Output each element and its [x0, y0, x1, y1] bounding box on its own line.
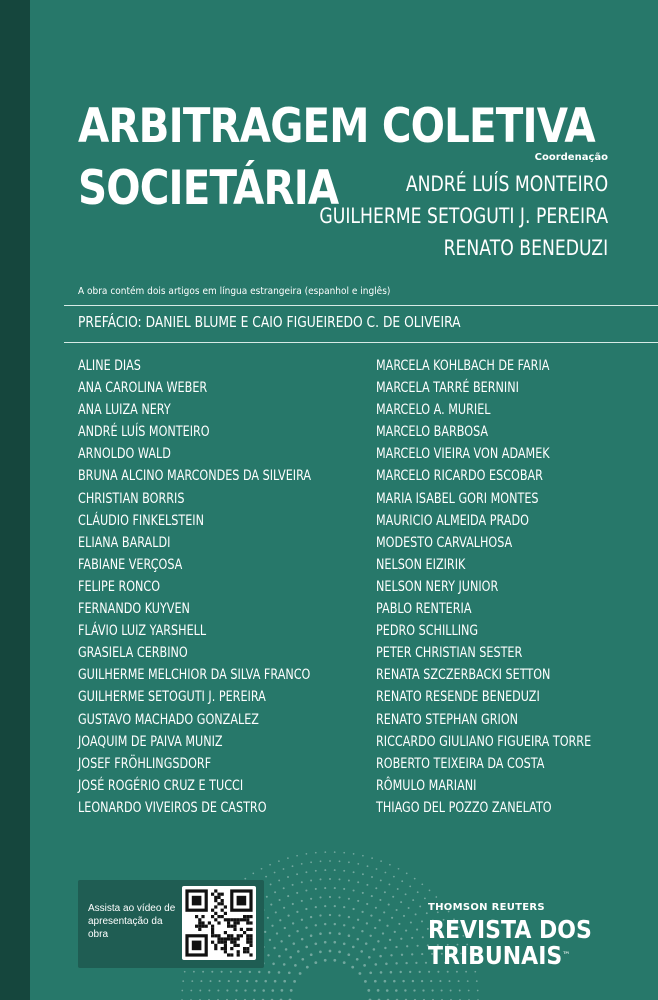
author-name: MARCELO BARBOSA: [376, 424, 489, 441]
publisher-name-line-2: [428, 943, 586, 969]
author-name: ALINE DIAS: [78, 358, 141, 374]
trademark-symbol: ™: [562, 951, 571, 961]
author-name: LEONARDO VIVEIROS DE CASTRO: [78, 799, 267, 816]
author-name: ANA LUIZA NERY: [78, 402, 171, 419]
title-line-2: SOCIETÁRIA: [78, 161, 339, 216]
qr-caption: Assista ao vídeo de apresentação da obra: [88, 903, 176, 940]
author-name: NELSON NERY JUNIOR: [376, 578, 499, 595]
author-name: ANA CAROLINA WEBER: [78, 380, 208, 397]
coordinators-list: [319, 168, 608, 264]
qr-video-panel[interactable]: [78, 880, 264, 968]
author-name: NELSON EIZIRIK: [376, 556, 466, 573]
author-name: RENATO RESENDE BENEDUZI: [376, 689, 540, 706]
preface-line: PREFÁCIO: DANIEL BLUME E CAIO FIGUEIREDO C. DE OLIVEIRA: [78, 313, 461, 331]
divider-top: [64, 305, 658, 306]
author-name: GUILHERME SETOGUTI J. PEREIRA: [78, 689, 266, 706]
author-name: JOSEF FRÖHLINGSDORF: [78, 755, 212, 772]
author-name: JOAQUIM DE PAIVA MUNIZ: [78, 733, 223, 750]
title-line-1: ARBITRAGEM COLETIVA: [78, 99, 595, 154]
author-name: MARCELA KOHLBACH DE FARIA: [376, 358, 550, 374]
publisher-name: [428, 915, 592, 970]
publisher-name-line-2-text: TRIBUNAIS: [428, 941, 563, 970]
author-name: CHRISTIAN BORRIS: [78, 490, 185, 507]
author-name: GRASIELA CERBINO: [78, 645, 188, 662]
author-name: JOSÉ ROGÉRIO CRUZ E TUCCI: [78, 777, 244, 794]
author-name: MARCELA TARRÉ BERNINI: [376, 380, 519, 397]
coordinator: RENATO BENEDUZI: [443, 236, 608, 260]
authors-column-left: [78, 355, 311, 819]
author-name: ANDRÉ LUÍS MONTEIRO: [78, 424, 210, 441]
qr-code-icon[interactable]: [182, 886, 256, 960]
coordination-label: Coordenação: [534, 152, 608, 163]
publisher-group: THOMSON REUTERS: [428, 902, 545, 913]
author-name: BRUNA ALCINO MARCONDES DA SILVEIRA: [78, 468, 312, 485]
spine-band: [0, 0, 30, 1000]
author-name: MARCELO RICARDO ESCOBAR: [376, 468, 543, 485]
publisher-logo: [428, 902, 608, 969]
author-name: MARCELO VIEIRA VON ADAMEK: [376, 446, 550, 463]
divider-bottom: [64, 342, 658, 343]
author-name: FLÁVIO LUIZ YARSHELL: [78, 623, 207, 640]
author-name: MODESTO CARVALHOSA: [376, 534, 513, 551]
author-name: RÔMULO MARIANI: [376, 777, 477, 794]
author-name: MAURICIO ALMEIDA PRADO: [376, 512, 529, 529]
author-name: MARCELO A. MURIEL: [376, 402, 491, 419]
author-name: ARNOLDO WALD: [78, 446, 171, 463]
author-name: GUILHERME MELCHIOR DA SILVA FRANCO: [78, 667, 311, 684]
author-name: PETER CHRISTIAN SESTER: [376, 645, 523, 662]
coordinator: ANDRÉ LUÍS MONTEIRO: [405, 172, 608, 196]
author-name: CLÁUDIO FINKELSTEIN: [78, 512, 204, 529]
author-name: RENATA SZCZERBACKI SETTON: [376, 667, 551, 684]
publisher-name-line-1: REVISTA DOS: [428, 915, 592, 944]
author-name: RENATO STEPHAN GRION: [376, 711, 519, 728]
author-name: FERNANDO KUYVEN: [78, 601, 190, 618]
coordinator: GUILHERME SETOGUTI J. PEREIRA: [319, 204, 608, 228]
author-name: FABIANE VERÇOSA: [78, 556, 183, 573]
author-name: FELIPE RONCO: [78, 578, 161, 595]
authors-column-right: [376, 355, 591, 819]
author-name: GUSTAVO MACHADO GONZALEZ: [78, 711, 259, 728]
author-name: RICCARDO GIULIANO FIGUEIRA TORRE: [376, 733, 592, 750]
author-name: ELIANA BARALDI: [78, 534, 171, 551]
author-name: PEDRO SCHILLING: [376, 623, 479, 640]
author-name: THIAGO DEL POZZO ZANELATO: [376, 799, 552, 816]
author-name: ROBERTO TEIXEIRA DA COSTA: [376, 755, 545, 772]
author-name: MARIA ISABEL GORI MONTES: [376, 490, 539, 507]
author-name: PABLO RENTERIA: [376, 601, 472, 618]
language-note: A obra contém dois artigos em língua estrangeira (espanhol e inglês): [78, 286, 391, 297]
